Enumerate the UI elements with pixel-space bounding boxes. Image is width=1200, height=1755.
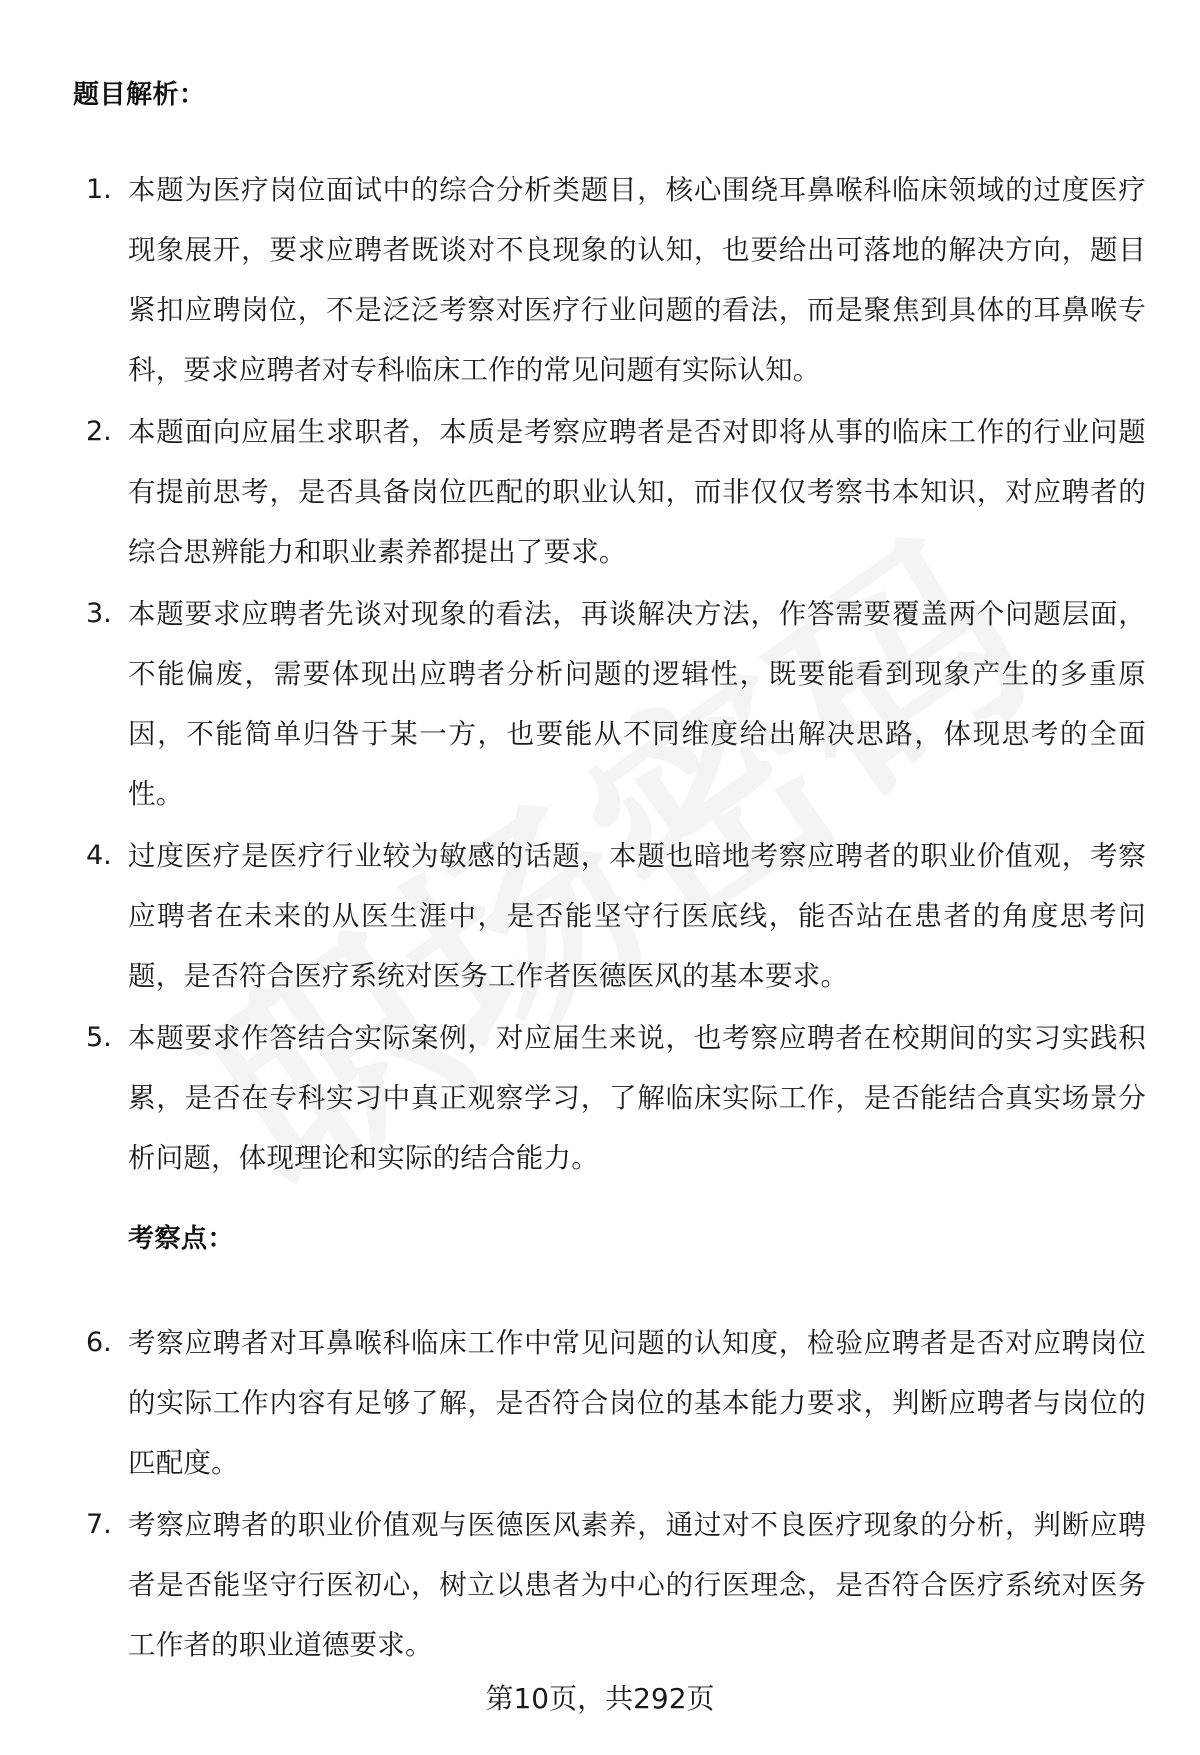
list-item-number: 3. xyxy=(86,598,112,629)
list-item-text: 考察应聘者对耳鼻喉科临床工作中常见问题的认知度，检验应聘者是否对应聘岗位的实际工作内容有足够了解，是否符合岗位的基本能力要求，判断应聘者与岗位的匹配度。 xyxy=(128,1327,1146,1479)
list-item xyxy=(86,826,1146,1006)
list-item-text: 本题要求作答结合实际案例，对应届生来说，也考察应聘者在校期间的实习实践积累，是否在专科实习中真正观察学习，了解临床实际工作，是否能结合真实场景分析问题，体现理论和实际的结合能力。 xyxy=(128,1022,1146,1174)
list-item-number: 6. xyxy=(86,1327,112,1358)
page-number-footer: 第10页，共292页 xyxy=(485,1682,715,1715)
list-item-text: 考察应聘者的职业价值观与医德医风素养，通过对不良医疗现象的分析，判断应聘者是否能坚守行医初心，树立以患者为中心的行医理念，是否符合医疗系统对医务工作者的职业道德要求。 xyxy=(128,1509,1146,1661)
list-item-text: 过度医疗是医疗行业较为敏感的话题，本题也暗地考察应聘者的职业价值观，考察应聘者在未来的从医生涯中，是否能坚守行医底线，能否站在患者的角度思考问题，是否符合医疗系统对医务工作者医德医风的基本要求。 xyxy=(128,840,1146,992)
list-item xyxy=(86,1495,1146,1675)
list-item xyxy=(86,1008,1146,1188)
list-item-text: 本题为医疗岗位面试中的综合分析类题目，核心围绕耳鼻喉科临床领域的过度医疗现象展开，要求应聘者既谈对不良现象的认知，也要给出可落地的解决方向，题目紧扣应聘岗位，不是泛泛考察对医疗行业问题的看法，而是聚焦到具体的耳鼻喉专科，要求应聘者对专科临床工作的常见问题有实际认知。 xyxy=(128,174,1146,386)
section-title-assessment-points: 考察点： xyxy=(128,1224,235,1254)
list-item xyxy=(86,402,1146,582)
list-item-text: 本题面向应届生求职者，本质是考察应聘者是否对即将从事的临床工作的行业问题有提前思考，是否具备岗位匹配的职业认知，而非仅仅考察书本知识，对应聘者的综合思辨能力和职业素养都提出了要求。 xyxy=(128,416,1146,568)
list-item-text: 本题要求应聘者先谈对现象的看法，再谈解决方法，作答需要覆盖两个问题层面，不能偏废，需要体现出应聘者分析问题的逻辑性，既要能看到现象产生的多重原因，不能简单归咎于某一方，也要能从不同维度给出解决思路，体现思考的全面性。 xyxy=(128,598,1146,810)
assessment-list xyxy=(86,1313,1146,1677)
list-item-number: 1. xyxy=(86,174,112,205)
list-item-number: 5. xyxy=(86,1022,112,1053)
list-item-number: 4. xyxy=(86,840,112,871)
list-item-number: 2. xyxy=(86,416,112,447)
analysis-list xyxy=(86,160,1146,1190)
section-title-analysis: 题目解析： xyxy=(73,80,206,110)
list-item-number: 7. xyxy=(86,1509,112,1540)
list-item xyxy=(86,1313,1146,1493)
list-item xyxy=(86,584,1146,824)
list-item xyxy=(86,160,1146,400)
